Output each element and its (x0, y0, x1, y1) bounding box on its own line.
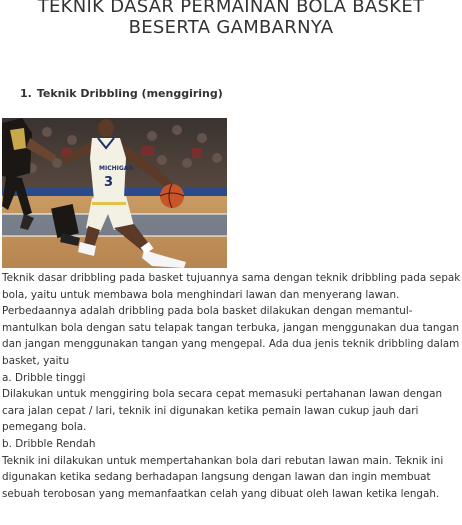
item-a-label: a. Dribble tinggi (2, 371, 86, 384)
basketball-dribble-photo (2, 118, 227, 268)
section-title: Teknik Dribbling (menggiring) (36, 87, 223, 100)
item-b-text: Teknik ini dilakukan untuk mempertahankan bola dari rebutan lawan main. Teknik ini digunakan ketika sedang berhadapan langsung dengan lawan dan ingin membuat sebuah terobosan yang memanfaatkan celah yang dibuat oleh lawan ketika lengah. (2, 454, 444, 500)
page-title (0, 0, 462, 38)
section-heading (20, 87, 223, 100)
article-body (2, 270, 462, 502)
page-title-line-1: TEKNIK DASAR PERMAINAN BOLA BASKET (37, 0, 425, 17)
jersey-text: MICHIGAN (99, 165, 134, 172)
item-a-text: Dilakukan untuk menggiring bola secara cepat memasuki pertahanan lawan dengan cara jalan cepat / lari, teknik ini digunakan ketika pemain lawan cukup jauh dari pemegang bola. (2, 388, 443, 434)
item-b-label: b. Dribble Rendah (2, 437, 96, 450)
page-title-line-2: BESERTA GAMBARNYA (128, 17, 334, 38)
section-number: 1. (20, 87, 32, 100)
jersey-number: 3 (104, 175, 114, 190)
intro-paragraph: Teknik dasar dribbling pada basket tujuannya sama dengan teknik dribbling pada sepak bola, yaitu untuk membawa bola menghindari lawan dan menyerang lawan. Perbedaannya adalah dribbling pada bola basket dilakukan dengan memantul-mantulkan bola dengan satu telapak tangan terbuka, jangan menggunakan dua tangan dan jangan menggunakan tangan yang mengepal. Ada dua jenis teknik dribbling dalam basket, yaitu (2, 272, 461, 367)
